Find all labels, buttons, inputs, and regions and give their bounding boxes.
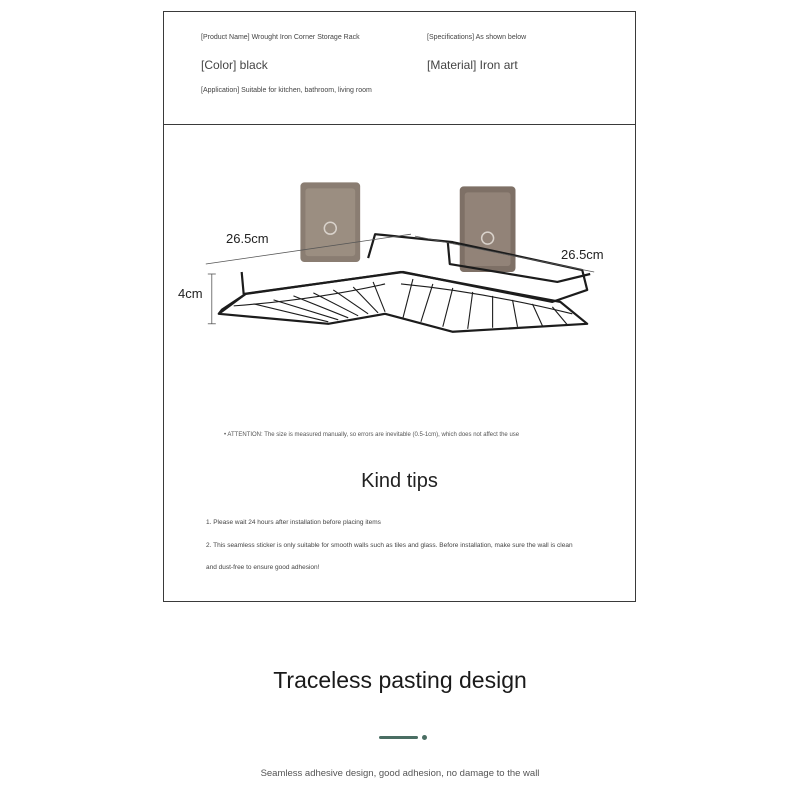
section-divider [379,735,429,741]
spec-product-name: [Product Name] Wrought Iron Corner Storage Rack [201,34,360,41]
spec-application: [Application] Suitable for kitchen, bathroom, living room [201,87,372,94]
section-title: Traceless pasting design [273,667,527,693]
divider-dot [422,735,427,740]
tip-item-2-continued: and dust-free to ensure good adhesion! [206,564,320,571]
wire-rack [219,234,590,332]
dimension-right-width: 26.5cm [561,247,604,262]
spec-color: [Color] black [201,58,268,72]
attention-note: • ATTENTION: The size is measured manually, so errors are inevitable (0.5-1cm), which does not affect the use [224,432,520,438]
adhesive-sticker-left [300,182,360,262]
spec-specifications: [Specifications] As shown below [427,34,527,41]
divider-bar [379,736,418,739]
corner-rack-illustration [164,124,635,424]
dimension-height: 4cm [178,286,203,301]
spec-panel [163,11,636,602]
tip-item-1: 1. Please wait 24 hours after installation before placing items [206,519,381,526]
spec-area [164,12,635,125]
spec-material: [Material] Iron art [427,58,518,72]
section-subtitle: Seamless adhesive design, good adhesion, no damage to the wall [260,768,540,779]
wire-rack-bars [234,279,573,329]
tip-item-2: 2. This seamless sticker is only suitable for smooth walls such as tiles and glass. Before installation, make sure the wall is clean [206,542,573,549]
adhesive-sticker-right [460,186,516,272]
dimension-left-width: 26.5cm [226,231,269,246]
kind-tips-title: Kind tips [361,470,438,492]
